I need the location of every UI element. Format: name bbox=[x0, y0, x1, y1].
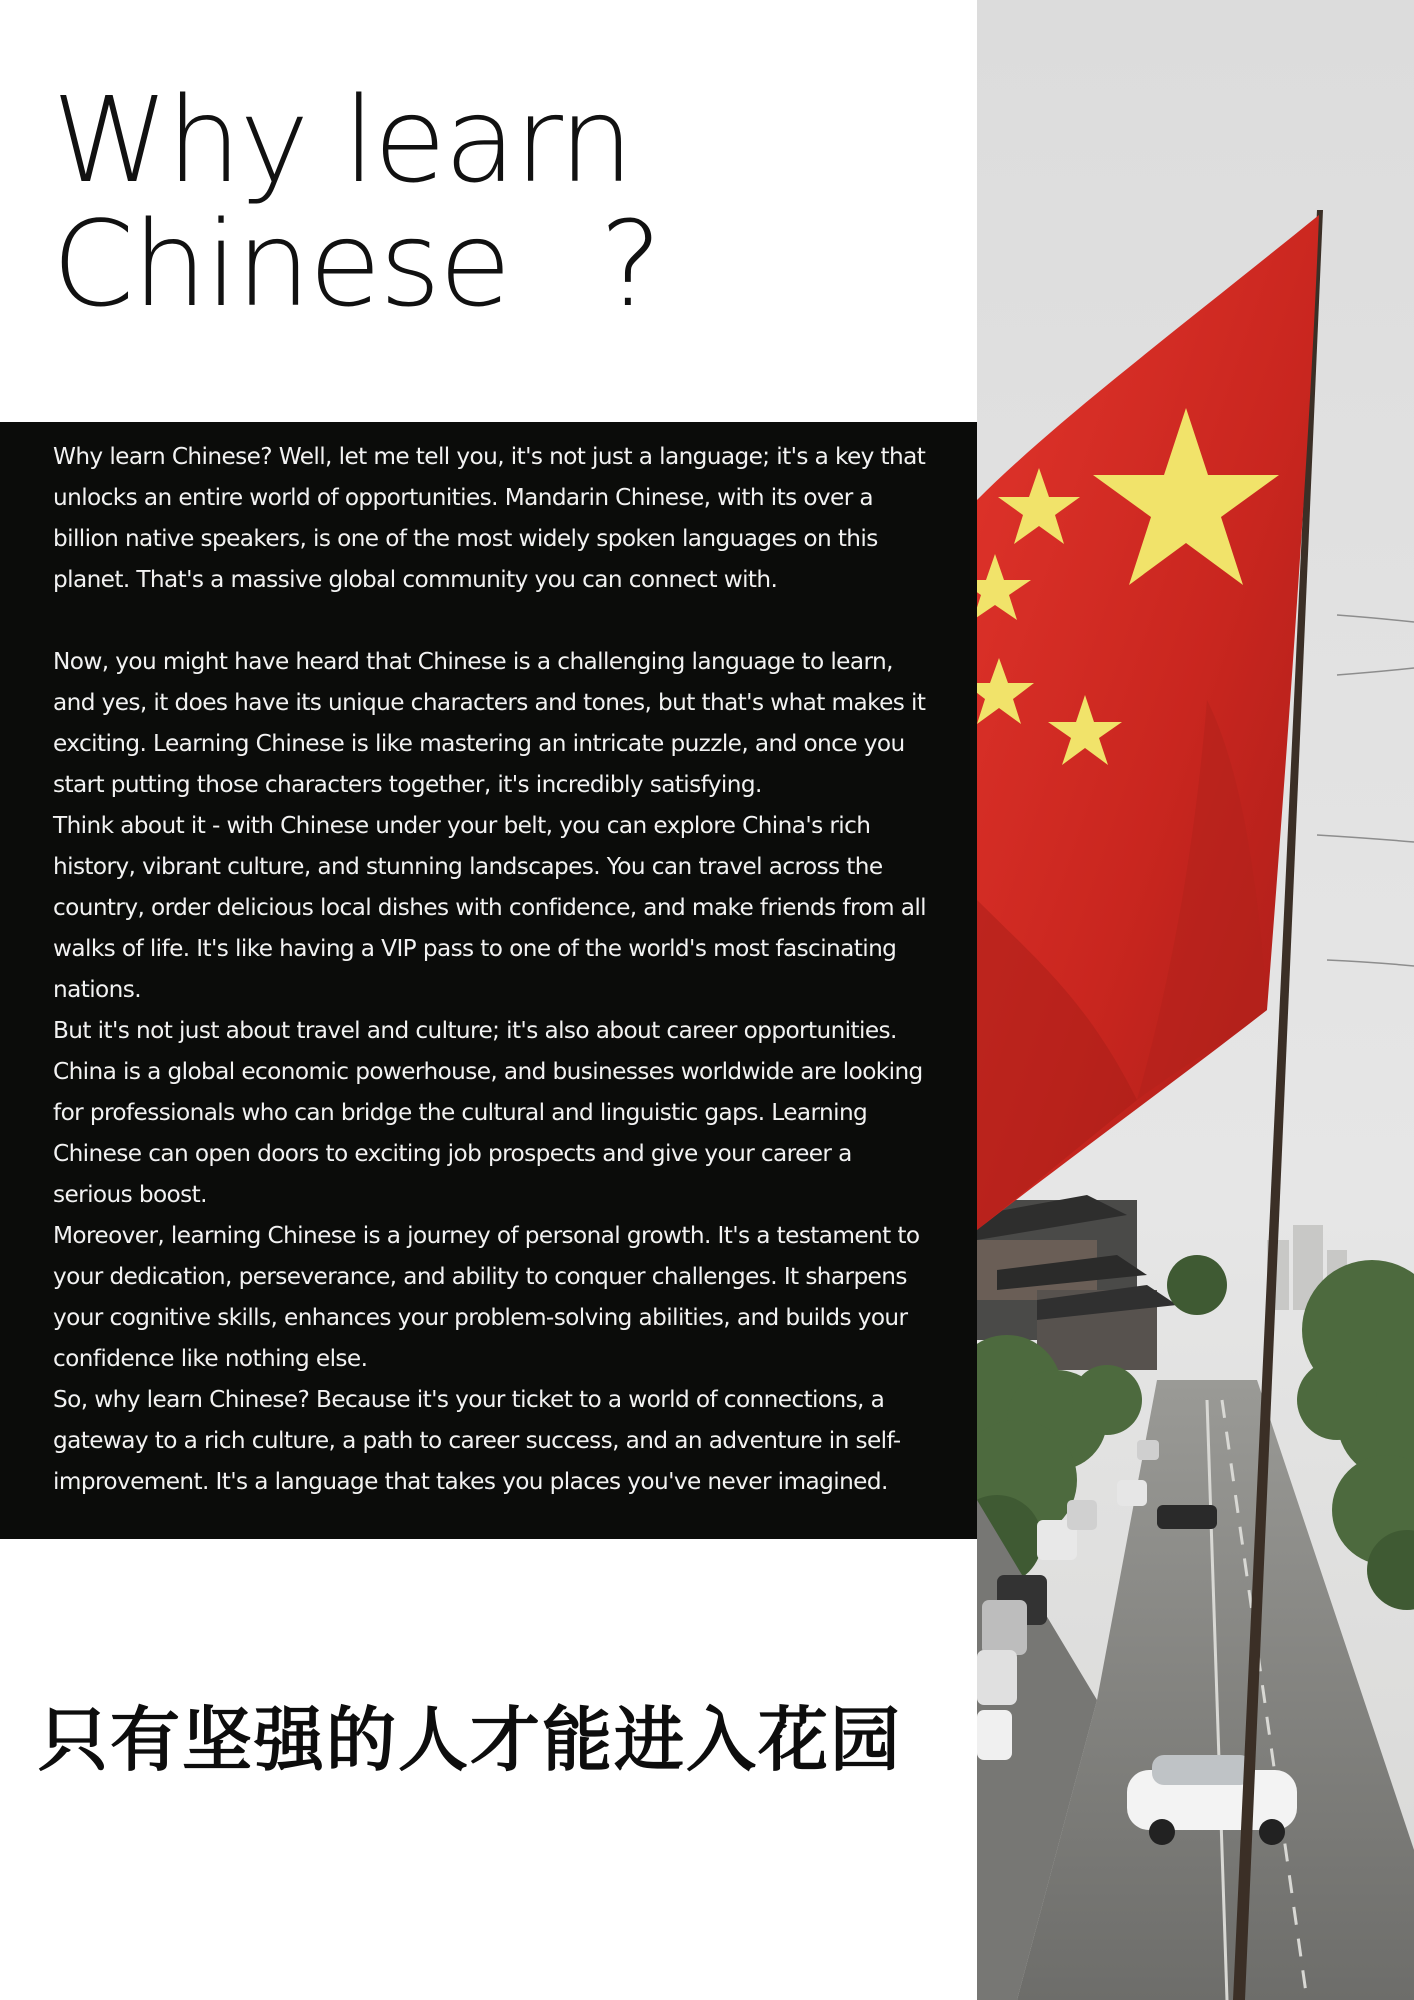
title-word-chinese: Chinese bbox=[52, 195, 510, 333]
paragraph-spacer bbox=[53, 600, 937, 641]
body-paragraph-4: But it's not just about travel and culture; it's also about career opportunities. China is a global economic powerhouse, and businesses worldwide are looking for professionals who can bridge the cultural and linguistic gaps. Learning Chinese can open doors to exciting job prospects and give your career a serious boost. bbox=[53, 1017, 923, 1208]
body-paragraph-1: Why learn Chinese? Well, let me tell you, it's not just a language; it's a key that unlocks an entire world of opportunities. Mandarin Chinese, with its over a billion native speakers, is one of the most widely spoken languages on this planet. That's a massive global community you can connect with. bbox=[53, 443, 926, 593]
body-paragraph-5: Moreover, learning Chinese is a journey of personal growth. It's a testament to your dedication, perseverance, and ability to conquer challenges. It sharpens your cognitive skills, enhances your problem-solving abilities, and builds your confidence like nothing else. bbox=[53, 1222, 920, 1372]
body-paragraph-6: So, why learn Chinese? Because it's your ticket to a world of connections, a gateway to a rich culture, a path to career success, and an adventure in self-improvement. It's a language that takes you places you've never imagined. bbox=[53, 1386, 901, 1495]
title-line-1: Why learn bbox=[52, 71, 632, 209]
page-title bbox=[52, 71, 952, 333]
body-paragraph-3: Think about it - with Chinese under your belt, you can explore China's rich history, vibrant culture, and stunning landscapes. You can travel across the country, order delicious local dishes with confidence, and make friends from all walks of life. It's like having a VIP pass to one of the world's most fascinating nations. bbox=[53, 812, 927, 1003]
body-paragraph-2: Now, you might have heard that Chinese is a challenging language to learn, and yes, it does have its unique characters and tones, but that's what makes it exciting. Learning Chinese is like mastering an intricate puzzle, and once you start putting those characters together, it's incredibly satisfying. bbox=[53, 648, 926, 798]
chinese-tagline: 只有坚强的人才能进入花园 bbox=[38, 1699, 902, 1781]
title-line-2 bbox=[52, 195, 952, 333]
title-question-mark: ? bbox=[599, 195, 661, 333]
chinese-flag-street-photo bbox=[977, 0, 1414, 2000]
body-text-panel bbox=[0, 422, 977, 1539]
